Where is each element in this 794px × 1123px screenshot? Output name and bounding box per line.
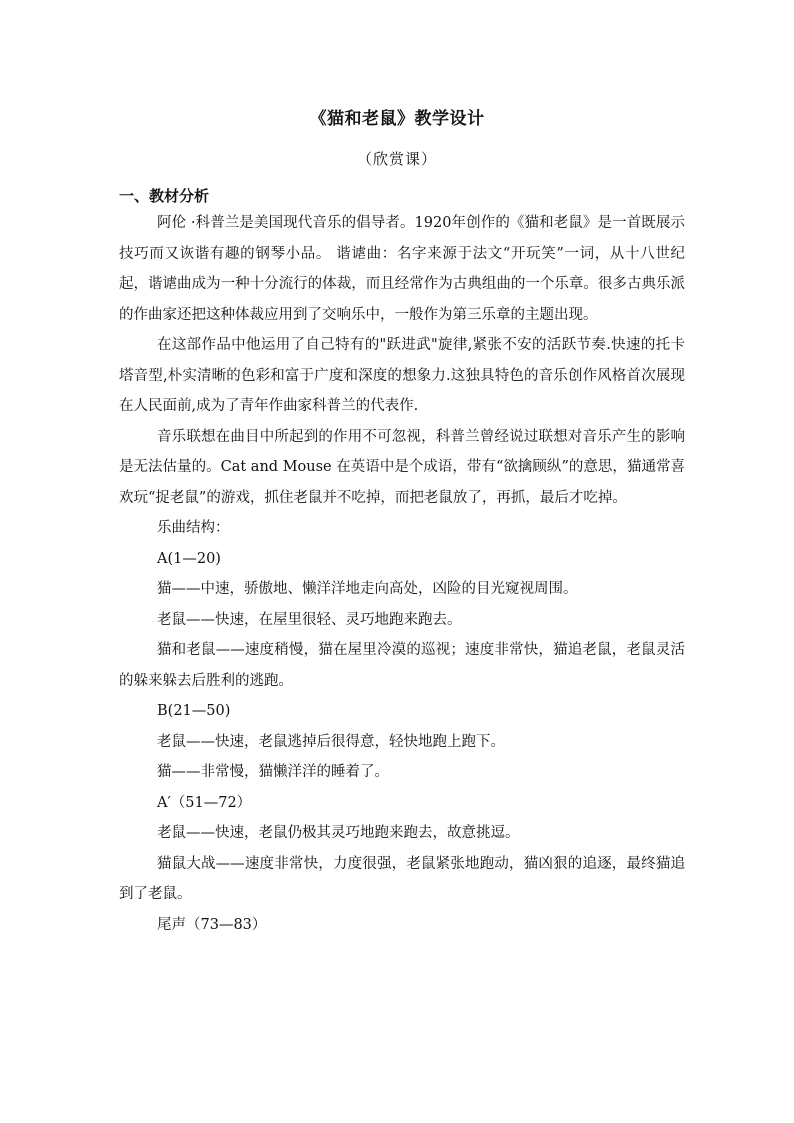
section-b-item: 猫——非常慢，猫懒洋洋的睡着了。 xyxy=(157,764,389,780)
section-b-heading: B(21—50) xyxy=(157,703,231,719)
document-subtitle: （欣赏课） xyxy=(356,150,437,168)
section-a-item: 老鼠——快速，在屋里很轻、灵巧地跑来跑去。 xyxy=(157,611,462,628)
paragraph-intro: 阿伦 ·科普兰是美国现代音乐的倡导者。1920年创作的《猫和老鼠》是一首既展示技巧而又诙谐有趣的钢琴小品。 谐谑曲：名字来源于法文“开玩笑”一词，从十八世纪起，谐谑曲成为一种十分流行的体裁，而且经常作为古典组曲的一个乐章。很多古典乐派的作曲家还把这种体裁应用到了交响乐中，一般作为第三乐章的主题出现。 xyxy=(119,215,685,323)
section-heading-material-analysis: 一、教材分析 xyxy=(119,187,210,205)
section-a2-heading: A′（51—72） xyxy=(157,794,252,811)
section-b-item: 老鼠——快速，老鼠逃掉后很得意，轻快地跑上跑下。 xyxy=(157,733,505,750)
section-a2-item: 老鼠——快速，老鼠仍极其灵巧地跑来跑去，故意挑逗。 xyxy=(157,825,520,841)
coda-heading: 尾声（73—83） xyxy=(157,916,267,933)
section-a-item: 猫——中速，骄傲地、懒洋洋地走向高处，凶险的目光窥视周围。 xyxy=(157,581,578,597)
section-a2-long-item: 猫鼠大战——速度非常快，力度很强，老鼠紧张地跑动，猫凶狠的追逐，最终猫追到了老鼠。 xyxy=(119,855,685,902)
paragraph-association: 音乐联想在曲目中所起到的作用不可忽视，科普兰曾经说过联想对音乐产生的影响是无法估量的。Cat and Mouse 在英语中是个成语，带有“欲擒顾纵”的意思，猫通常喜欢玩“捉老鼠”的游戏，抓住老鼠并不吃掉，而把老鼠放了，再抓，最后才吃掉。 xyxy=(119,428,685,506)
section-a-long-item: 猫和老鼠——速度稍慢，猫在屋里冷漠的巡视；速度非常快，猫追老鼠，老鼠灵活的躲来躲去后胜利的逃跑。 xyxy=(119,642,685,689)
paragraph-style: 在这部作品中他运用了自己特有的"跃进武"旋律,紧张不安的活跃节奏.快速的托卡塔音型,朴实清晰的色彩和富于广度和深度的想象力.这独具特色的音乐创作风格首次展现在人民面前,成为了青年作曲家科普兰的代表作. xyxy=(119,337,685,414)
structure-label: 乐曲结构： xyxy=(157,520,230,536)
document-title: 《猫和老鼠》教学设计 xyxy=(309,109,485,129)
section-a-heading: A(1—20) xyxy=(157,550,221,567)
document-body xyxy=(119,208,685,940)
